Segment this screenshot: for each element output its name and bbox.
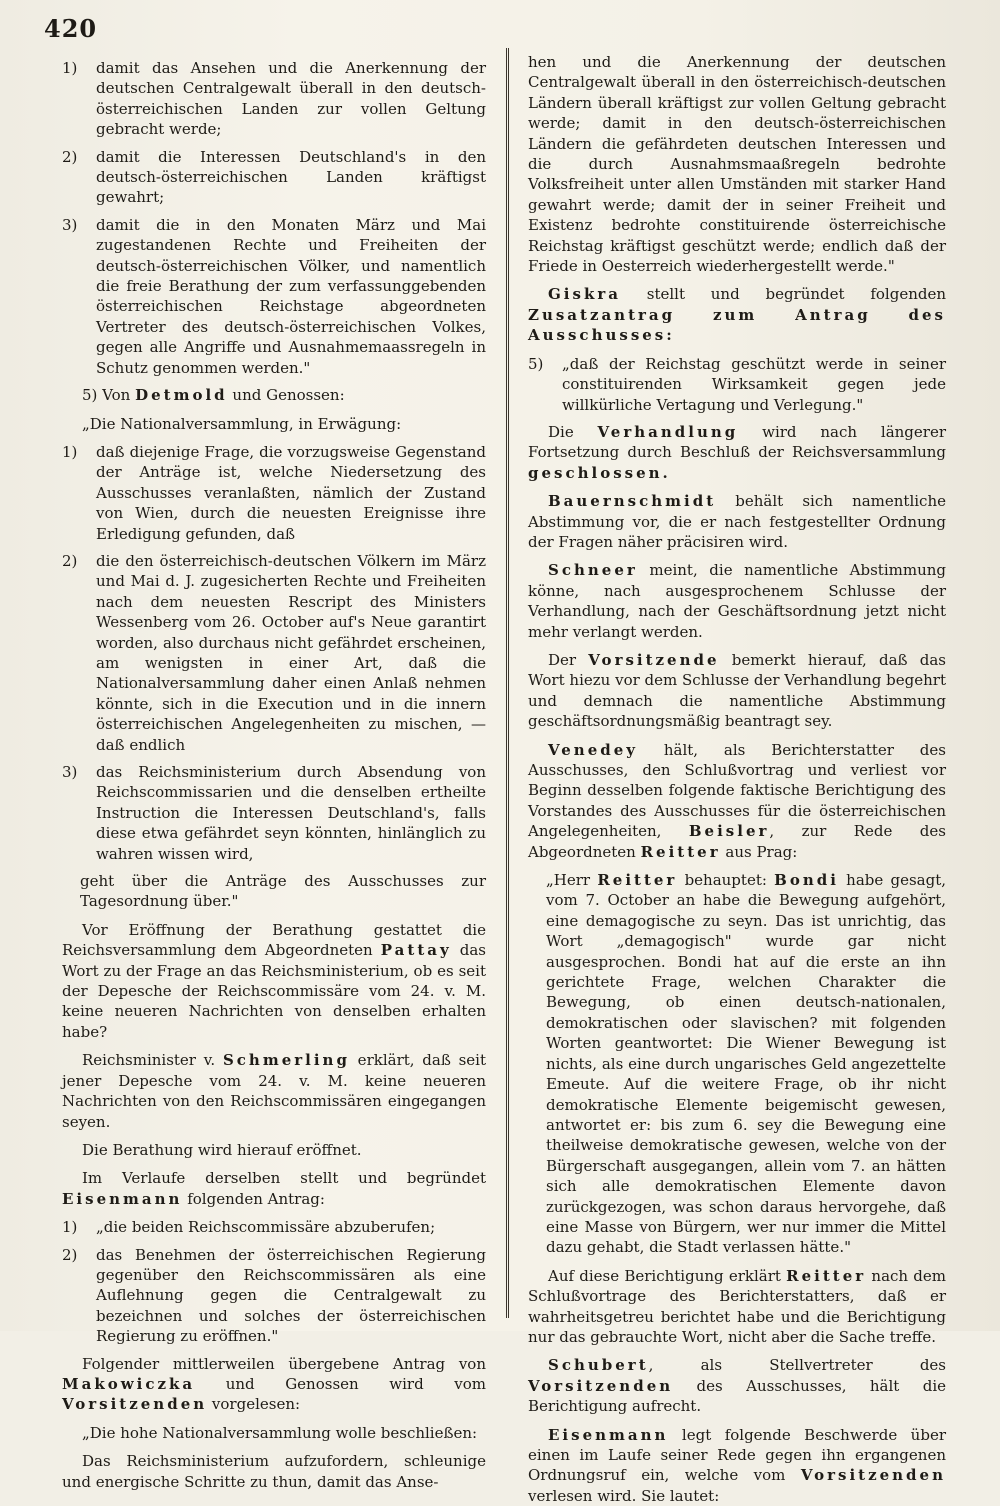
- speaker-name: Makowiczka: [62, 1374, 196, 1393]
- item-text: damit die Interessen Deutschland's in den deutsch-österreichischen Landen kräftigst gewahrt;: [96, 147, 486, 207]
- makowiczka-paragraph: Folgender mittlerweilen übergebene Antrag von Makowiczka und Genossen wird vom Vorsitzenden vorgelesen:: [62, 1354, 486, 1414]
- emphasis: Verhandlung: [597, 422, 739, 441]
- chair-name: Vorsitzenden: [528, 1376, 674, 1395]
- column-divider: [506, 48, 509, 1318]
- item-text: das Reichsministerium durch Absendung von Reichscommissarien und die denselben ertheilte Instruction die Interessen Deutschland's, falls diese etwa gefährdet seyn könnten, hinlänglich zu wahren wissen wird,: [96, 763, 486, 863]
- speaker-name: Reitter: [786, 1266, 867, 1285]
- schubert-paragraph: Schubert, als Stellvertreter des Vorsitzenden des Ausschusses, hält die Berichtigung aufrecht.: [528, 1356, 946, 1416]
- speaker-name: Schmerling: [222, 1051, 350, 1070]
- eisenmann-complaint-paragraph: Eisenmann legt folgende Beschwerde über einen im Laufe seiner Rede gegen ihn ergangenen Ordnungsruf ein, welche vom Vorsitzenden verlesen wird. Sie lautet:: [528, 1425, 946, 1505]
- speaker-name: Bauernschmidt: [548, 492, 717, 511]
- item-text: die den österreichisch-deutschen Völkern im März und Mai d. J. zugesicherten Rechte und Freiheiten nach dem neuesten Rescript des Ministers Wessenberg vom 26. October auf's Neue garantirt worden, also durchaus nicht gefährdet erscheinen, am wenigsten in einer Art, daß die Nationalversammlung daher einen Anlaß nehmen könnte, sich in die Execution und in die innern österreichischen Angelegenheiten zu mischen, — daß endlich: [96, 551, 486, 754]
- item-number: 1): [62, 442, 78, 461]
- item-number: 1): [62, 1218, 78, 1237]
- item-number: 2): [62, 1245, 78, 1264]
- chair-name: Vorsitzenden: [62, 1395, 208, 1414]
- item-text: damit das Ansehen und die Anerkennung der deutschen Centralgewalt überall in den deutsch-österreichischen Landen zur vollen Geltung gebracht werde;: [96, 59, 486, 139]
- chair-name: Vorsitzende: [588, 650, 720, 669]
- list-item: [62, 762, 486, 864]
- detmold-motion-heading: 5) Von Detmold und Genossen:: [82, 386, 345, 405]
- pattay-paragraph: Vor Eröffnung der Berathung gestattet die Reichsversammlung dem Abgeordneten Pattay das Wort zu der Frage an das Reichsministerium, ob es seit der Depesche der Reichscommissäre vom 24. v. M. keine neueren Nachrichten von denselben erhalten habe?: [62, 920, 486, 1041]
- item-number: 2): [62, 551, 78, 570]
- list-item: [62, 215, 486, 378]
- item-text: das Benehmen der österreichischen Regierung gegenüber den Reichscommissären als eine Auflehnung gegen die Centralgewalt zu bezeichnen und solches der österreichischen Regierung zu eröffnen.": [96, 1245, 486, 1346]
- speaker-name: Bondi: [774, 871, 839, 890]
- closure-paragraph: Die Verhandlung wird nach längerer Fortsetzung durch Beschluß der Reichsversammlung geschlossen.: [528, 422, 946, 482]
- chair-name: Vorsitzenden: [800, 1466, 946, 1485]
- page-number: 420: [44, 14, 98, 43]
- speaker-name: Reitter: [640, 842, 721, 861]
- vorsitzende-paragraph: Der Vorsitzende bemerkt hierauf, daß das Wort hiezu vor dem Schlusse der Verhandlung begehrt und demnach die namentliche Abstimmung geschäftsordnungsmäßig beantragt sey.: [528, 650, 946, 731]
- venedey-paragraph: Venedey hält, als Berichterstatter des Ausschusses, den Schlußvortrag und verliest vor Beginn desselben folgende faktische Berichtigung des Vorstandes des Ausschusses für die österreichischen Angelegenheiten, Beisler, zur Rede des Abgeordneten Reitter aus Prag:: [528, 740, 946, 861]
- reitter-paragraph: Auf diese Berichtigung erklärt Reitter nach dem Schlußvortrage des Berichterstatters, daß er wahrheitsgetreu berichtet habe und die Berichtigung nur das gebrauchte Wort, nicht aber die Sache treffe.: [528, 1266, 947, 1346]
- speaker-name: Pattay: [380, 941, 452, 960]
- item-number: 3): [62, 763, 78, 781]
- giskra-paragraph: Giskra stellt und begründet folgenden Zusatzantrag zum Antrag des Ausschusses:: [528, 285, 946, 345]
- makowiczka-quote-intro: „Die hohe Nationalversammlung wolle beschließen:: [82, 1423, 478, 1442]
- detmold-close: geht über die Anträge des Ausschusses zur Tagesordnung über.": [80, 872, 486, 911]
- opened-paragraph: Die Berathung wird hierauf eröffnet.: [82, 1140, 362, 1159]
- speaker-name: Venedey: [548, 740, 639, 759]
- berichtigung-quote: „Herr Reitter behauptet: Bondi habe gesagt, vom 7. October an habe die Bewegung aufgehört, eine demagogische zu seyn. Das ist unrichtig, das Wort „demagogisch" wurde gar nicht ausgesprochen. Bondi hat auf die erste an ihn gerichtete Frage, welchen Charakter die Bewegung, ob einen deutsch-nationalen, demokratischen oder slavischen? mit folgenden Worten geantwortet: Die Wiener Bewegung ist nichts, als eine durch ungarisches Geld angezettelte Emeute. Auf die weitere Frage, ob ihr nicht demokratische Elemente beigemischt gewesen, antwortet er: bis zum 6. sey die Bewegung eine theilweise demokratische gewesen, welche von der Bürgerschaft ausgegangen, allein vom 7. an hätten sich alle demokratischen Elemente davon zurückgezogen, was schon daraus hervorgehe, daß eine Masse von Bürgern, wer nur immer die Mittel dazu gehabt, die Stadt verlassen hätte.": [546, 871, 946, 1257]
- schmerling-paragraph: Reichsminister v. Schmerling erklärt, daß seit jener Depesche vom 24. v. M. keine neueren Nachrichten von den Reichscommissären eingegangen seyen.: [62, 1051, 486, 1131]
- detmold-intro: „Die Nationalversammlung, in Erwägung:: [82, 414, 402, 433]
- list-item: [528, 354, 946, 415]
- speaker-name: Schneer: [548, 561, 638, 580]
- item-number: 2): [62, 147, 78, 166]
- speaker-name: Eisenmann: [548, 1425, 669, 1444]
- bauernschmidt-paragraph: Bauernschmidt behält sich namentliche Abstimmung vor, die er nach festgestellter Ordnung der Fragen näher präcisiren wird.: [528, 492, 946, 551]
- list-item: [62, 58, 486, 140]
- speaker-name: Reitter: [597, 871, 678, 890]
- speaker-name: Eisenmann: [62, 1189, 183, 1208]
- makowiczka-quote-text: Das Reichsministerium aufzufordern, schleunige und energische Schritte zu thun, damit das Anse-: [62, 1452, 486, 1491]
- speaker-name: Detmold: [135, 386, 228, 405]
- item-number: 3): [62, 215, 78, 234]
- schneer-paragraph: Schneer meint, die namentliche Abstimmung könne, nach ausgesprochenem Schlusse der Verhandlung, nach der Geschäftsordnung jetzt nicht mehr verlangt werden.: [528, 561, 946, 641]
- continuation-paragraph: hen und die Anerkennung der deutschen Centralgewalt überall in den österreichisch-deutschen Ländern überall kräftigst zur vollen Geltung gebracht werde; damit in den deutsch-österreichischen Ländern die gefährdeten deutschen Interessen und die durch Ausnahmsmaaßregeln bedrohte Volksfreiheit unter allen Umständen mit starker Hand gewahrt werde; damit der in seiner Freiheit und Existenz bedrohte constituirende österreichische Reichstag kräftigst geschützt werde; endlich daß der Friede in Oesterreich wiederhergestellt werde.": [528, 53, 946, 276]
- item-number: 1): [62, 59, 78, 77]
- speaker-name: Beisler: [688, 822, 770, 841]
- item-number: 5): [528, 354, 544, 373]
- list-item: [62, 1245, 486, 1347]
- item-text: daß diejenige Frage, die vorzugsweise Gegenstand der Anträge ist, welche Niedersetzung des Ausschusses veranlaßten, nämlich der Zustand von Wien, durch die neuesten Ereignisse ihre Erledigung gefunden, daß: [96, 442, 486, 543]
- list-item: [62, 147, 486, 208]
- speaker-name: Schubert: [548, 1356, 649, 1375]
- item-text: „daß der Reichstag geschützt werde in seiner constituirenden Wirksamkeit gegen jede willkürliche Vertagung und Verlegung.": [562, 354, 946, 414]
- list-item: [62, 442, 486, 544]
- motion-title: Zusatzantrag zum Antrag des Ausschusses:: [528, 305, 946, 345]
- list-item: [62, 551, 486, 755]
- list-item: [62, 1217, 486, 1237]
- emphasis: geschlossen.: [528, 463, 671, 482]
- eisenmann-paragraph: Im Verlaufe derselben stellt und begründet Eisenmann folgenden Antrag:: [62, 1169, 486, 1208]
- item-text: „die beiden Reichscommissäre abzuberufen;: [96, 1218, 436, 1237]
- item-text: damit die in den Monaten März und Mai zugestandenen Rechte und Freiheiten der deutsch-österreichischen Völker, und namentlich die freie Berathung der zum verfassunggebenden österreichischen Reichstage abgeordneten Vertreter des deutsch-österreichischen Volkes, gegen alle Angriffe und Ausnahmemaassregeln in Schutz genommen werden.": [96, 215, 486, 377]
- right-column: [528, 52, 947, 1505]
- speaker-name: Giskra: [548, 285, 621, 304]
- left-column: [62, 58, 486, 1491]
